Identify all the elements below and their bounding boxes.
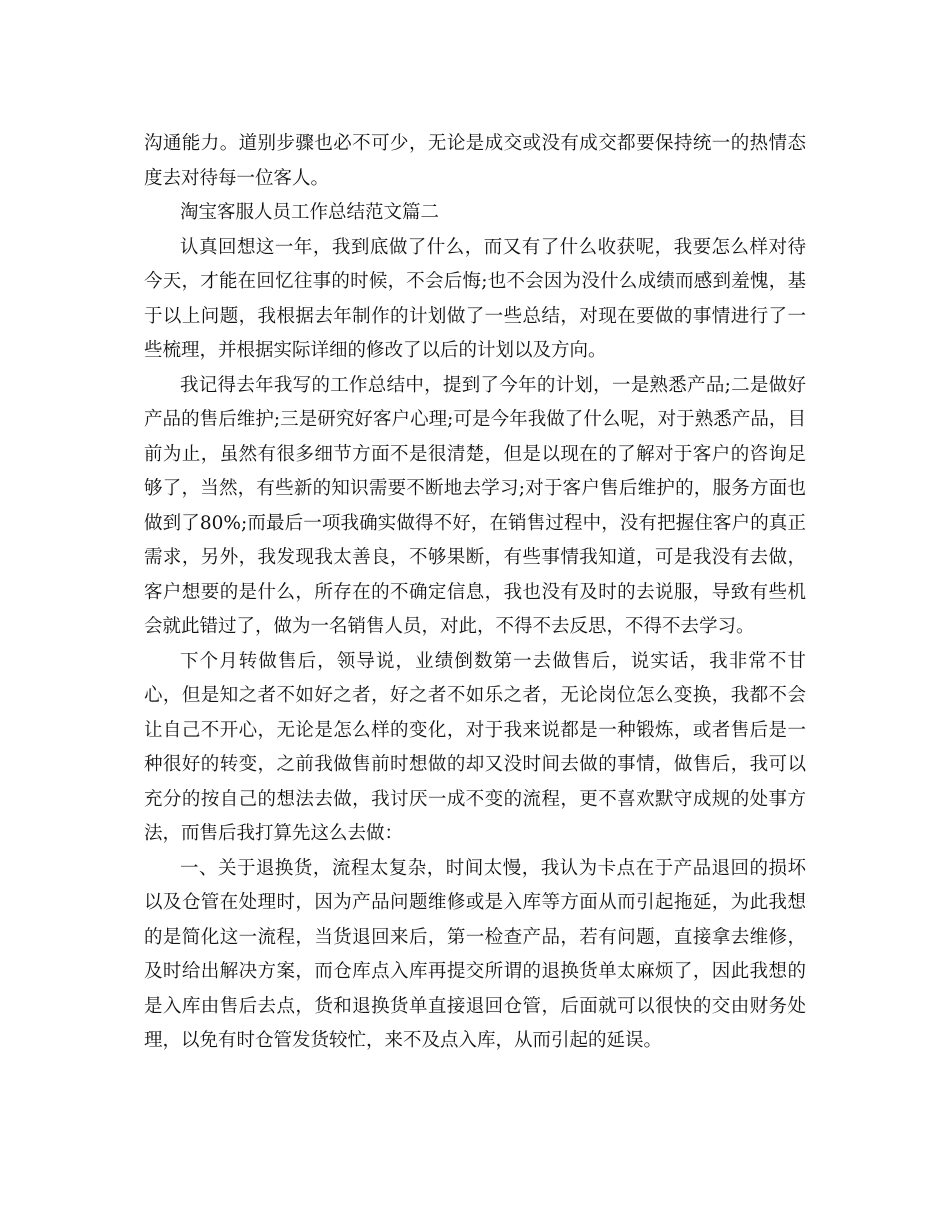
paragraph: 我记得去年我写的工作总结中，提到了今年的计划，一是熟悉产品;二是做好产品的售后维护;三是研究好客户心理;可是今年我做了什么呢，对于熟悉产品，目前为止，虽然有很多细节方面不是很清楚，但是以现在的了解对于客户的咨询足够了，当然，有些新的知识需要不断地去学习;对于客户售后维护的，服务方面也做到了80%;而最后一项我确实做得不好，在销售过程中，没有把握住客户的真正需求，另外，我发现我太善良，不够果断，有些事情我知道，可是我没有去做，客户想要的是什么，所存在的不确定信息，我也没有及时的去说服，导致有些机会就此错过了，做为一名销售人员，对此，不得不去反思，不得不去学习。 — [144, 374, 806, 637]
document-body — [144, 127, 806, 1059]
section-heading: 淘宝客服人员工作总结范文篇二 — [180, 202, 440, 223]
paragraph: 认真回想这一年，我到底做了什么，而又有了什么收获呢，我要怎么样对待今天，才能在回忆往事的时候，不会后悔;也不会因为没什么成绩而感到羞愧，基于以上问题，我根据去年制作的计划做了一些总结，对现在要做的事情进行了一些梳理，并根据实际详细的修改了以后的计划以及方向。 — [144, 236, 806, 361]
paragraph: 下个月转做售后，领导说，业绩倒数第一去做售后，说实话，我非常不甘心，但是知之者不如好之者，好之者不如乐之者，无论岗位怎么变换，我都不会让自己不开心，无论是怎么样的变化，对于我来说都是一种锻炼，或者售后是一种很好的转变，之前我做售前时想做的却又没时间去做的事情，做售后，我可以充分的按自己的想法去做，我讨厌一成不变的流程，更不喜欢默守成规的处事方法，而售后我打算先这么去做： — [144, 650, 806, 844]
paragraph: 一、关于退换货，流程太复杂，时间太慢，我认为卡点在于产品退回的损坏以及仓管在处理时，因为产品问题维修或是入库等方面从而引起拖延，为此我想的是简化这一流程，当货退回来后，第一检查产品，若有问题，直接拿去维修，及时给出解决方案，而仓库点入库再提交所谓的退换货单太麻烦了，因此我想的是入库由售后去点，货和退换货单直接退回仓管，后面就可以很快的交由财务处理，以免有时仓管发货较忙，来不及点入库，从而引起的延误。 — [144, 857, 806, 1051]
paragraph: 沟通能力。道别步骤也必不可少，无论是成交或没有成交都要保持统一的热情态度去对待每一位客人。 — [144, 133, 806, 189]
